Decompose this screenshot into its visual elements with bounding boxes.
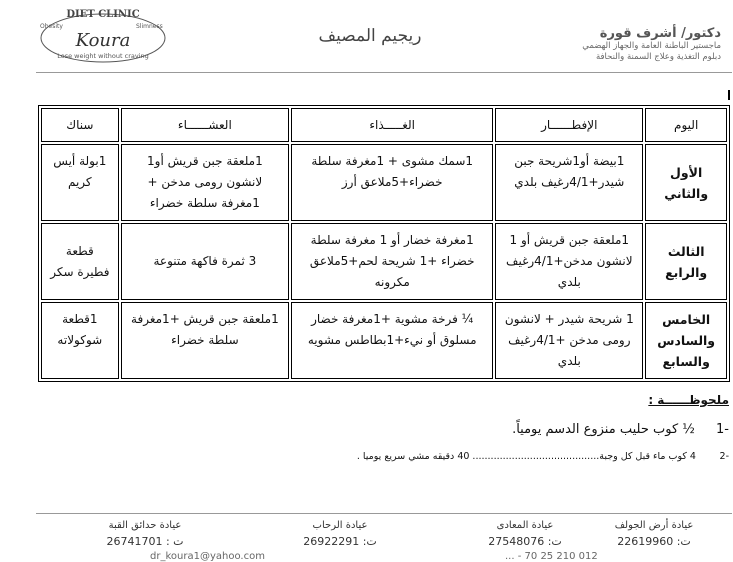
logo-brand: Koura	[75, 30, 131, 51]
snack-cell: 1قطعة شوكولاته	[41, 302, 119, 379]
clinic-phone: ت: 27548076	[488, 535, 562, 548]
text-cursor-mark	[728, 90, 730, 100]
logo-text-top: DIET CLINIC	[66, 9, 140, 20]
note-number: -1	[716, 422, 729, 437]
dinner-cell: 1ملعقة جبن قريش أو1 لانشون رومى مدخن + 1مغرفة سلطة خضراء	[121, 144, 289, 221]
clinic-name: عيادة المعادى	[496, 520, 554, 531]
diet-table	[38, 105, 730, 382]
dinner-cell: 3 ثمرة فاكهة متنوعة	[121, 223, 289, 300]
clinic-rehab	[265, 518, 415, 550]
clinic-phone: ت: 22619960	[617, 535, 691, 548]
header-lunch: الغـــــذاء	[291, 108, 493, 142]
table-row	[41, 223, 727, 300]
note-text: 4 كوب ماء قبل كل وجبة.......................................... 40 دقيقه مشي سريع يوميا .	[356, 451, 696, 462]
breakfast-cell: 1ملعقة جبن قريش أو 1 لانشون مدخن+4/1رغيف بلدي	[495, 223, 643, 300]
snack-cell: 1بولة أيس كريم	[41, 144, 119, 221]
dinner-cell: 1ملعقة جبن قريش +1مغرفة سلطة خضراء	[121, 302, 289, 379]
day-cell: الخامس والسادس والسابع	[645, 302, 727, 379]
header-snack: سناك	[41, 108, 119, 142]
footer-email-cut: dr_koura1@yahoo.com	[150, 551, 265, 562]
clinic-logo	[34, 6, 172, 66]
footer-phone-cut: 012 210 25 70 - ...	[505, 551, 598, 562]
doctor-qualification-1: ماجستير الباطنة العامة والجهاز الهضمي	[582, 41, 721, 51]
clinic-name: عيادة حدائق القبة	[108, 520, 182, 531]
clinic-hadaek-elkobba	[70, 518, 220, 550]
logo-text-left: Obesity	[40, 23, 63, 30]
clinic-name: عيادة الرحاب	[312, 520, 368, 531]
table-header-row	[41, 108, 727, 142]
snack-cell: قطعة فطيرة سكر	[41, 223, 119, 300]
header-day: اليوم	[645, 108, 727, 142]
clinic-name: عيادة أرض الجولف	[614, 520, 694, 531]
lunch-cell: ¼ فرخة مشوية +1مغرفة خضار مسلوق أو نيء+1بطاطس مشويه	[291, 302, 493, 379]
lunch-cell: 1مغرفة خضار أو 1 مغرفة سلطة خضراء +1 شريحة لحم+5ملاعق مكرونه	[291, 223, 493, 300]
header-breakfast: الإفطــــــار	[495, 108, 643, 142]
doctor-name: دكتور/ أشرف قورة	[599, 26, 721, 41]
breakfast-cell: 1بيضة أو1شريحة جبن شيدر+4/1رغيف بلدي	[495, 144, 643, 221]
notes-heading: ملحوظــــــة :	[648, 393, 729, 407]
lunch-cell: 1سمك مشوى + 1مغرفة سلطة خضراء+5ملاعق أرز	[291, 144, 493, 221]
note-number: -2	[719, 451, 729, 462]
logo-text-right: Slimness	[136, 23, 163, 30]
clinic-phone: ت : 26741701	[106, 535, 184, 548]
page-title: ريجيم المصيف	[318, 26, 422, 46]
footer-divider	[36, 513, 732, 514]
note-item	[512, 422, 729, 437]
doctor-info	[461, 26, 721, 63]
table-row	[41, 144, 727, 221]
day-cell: الثالث والرابع	[645, 223, 727, 300]
logo-tagline: Lose weight without craving	[57, 52, 149, 60]
clinic-golf	[579, 518, 729, 550]
table-row	[41, 302, 727, 379]
header-dinner: العشــــــاء	[121, 108, 289, 142]
clinic-logo-graphic	[34, 6, 172, 66]
note-text: ½ كوب حليب منزوع الدسم يومياً.	[512, 422, 695, 437]
header-divider	[36, 72, 732, 73]
clinic-phone: ت: 26922291	[303, 535, 377, 548]
clinic-maadi	[450, 518, 600, 550]
breakfast-cell: 1 شريحة شيدر + لانشون رومى مدخن +4/1رغيف بلدي	[495, 302, 643, 379]
doctor-qualification-2: دبلوم التغذية وعلاج السمنة والنحافة	[595, 52, 721, 62]
day-cell: الأول والثاني	[645, 144, 727, 221]
note-item	[357, 451, 729, 462]
